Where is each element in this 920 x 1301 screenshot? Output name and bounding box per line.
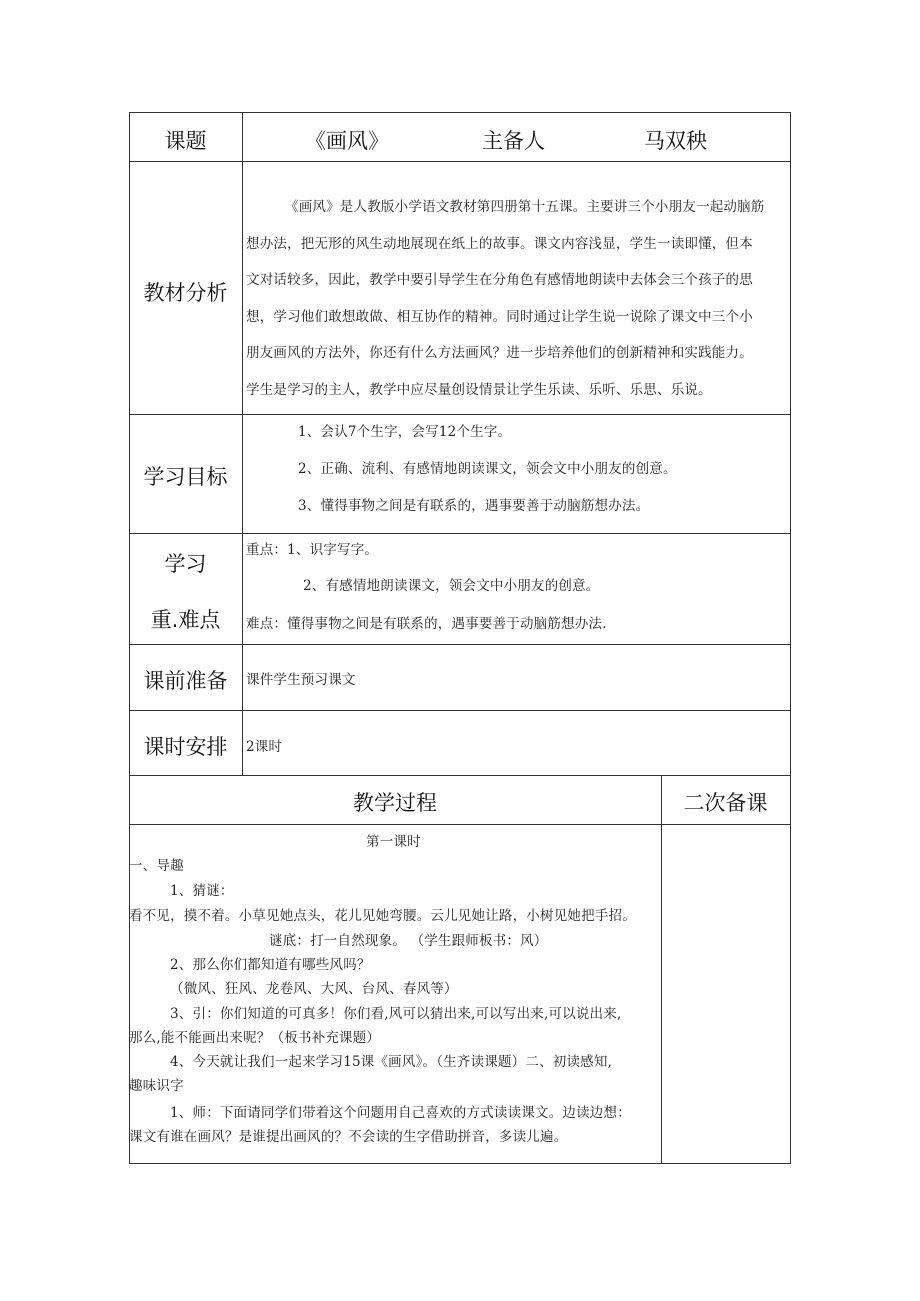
preparation-label: 课前准备 bbox=[143, 669, 228, 693]
goal-item: 2、正确、流利、有感情地朗读课文，领会文中小朋友的创意。 bbox=[298, 461, 677, 477]
goals-label: 学习目标 bbox=[143, 465, 228, 489]
material-analysis-line: 《画风》是人教版小学语文教材第四册第十五课。主要讲三个小朋友一起动脑筋 bbox=[285, 199, 765, 215]
goal-item: 1、会认7个生字，会写12个生字。 bbox=[298, 424, 512, 440]
key-points-label-line2: 重.难点 bbox=[150, 608, 221, 632]
process-line: 4、今天就让我们一起来学习15课《画风》。（生齐读课题）二、初读感知, bbox=[170, 1054, 613, 1070]
process-line: 第一课时 bbox=[366, 834, 421, 850]
secondary-prep-header: 二次备课 bbox=[683, 791, 768, 815]
preparer-label: 主备人 bbox=[482, 129, 545, 153]
process-line: 那么,能不能画出来呢？（板书补充课题） bbox=[129, 1030, 381, 1046]
material-analysis-label: 教材分析 bbox=[143, 281, 228, 305]
process-line: 1、师：下面请同学们带着这个问题用自己喜欢的方式读读课文。边读边想： bbox=[170, 1105, 631, 1121]
topic-label: 课题 bbox=[164, 129, 207, 153]
secondary-prep-column bbox=[662, 825, 790, 1163]
material-analysis-line: 学生是学习的主人，教学中应尽量创设情景让学生乐读、乐听、乐思、乐说。 bbox=[246, 382, 712, 398]
process-line: 课文有谁在画风？是谁提出画风的？不会读的生字借助拼音，多读儿遍。 bbox=[129, 1129, 568, 1145]
preparer-name: 马双秧 bbox=[644, 129, 707, 153]
material-analysis-line: 文对话较多，因此，教学中要引导学生在分角色有感情地朗读中去体会三个孩子的思 bbox=[246, 272, 753, 288]
process-line: （微风、狂风、龙卷风、大风、台风、春风等） bbox=[170, 981, 458, 997]
preparation-value: 课件学生预习课文 bbox=[246, 672, 356, 688]
material-analysis-line: 想办法，把无形的风生动地展现在纸上的故事。课文内容浅显，学生一读即懂，但本 bbox=[246, 236, 753, 252]
process-line: 谜底：打一自然现象。 （学生跟师板书：风） bbox=[269, 933, 548, 949]
schedule-label: 课时安排 bbox=[143, 735, 228, 759]
key-point-line: 重点：1、识字写字。 bbox=[246, 542, 379, 558]
process-header: 教学过程 bbox=[353, 791, 437, 815]
material-analysis-line: 朋友画风的方法外，你还有什么方法画风？进一步培养他们的创新精神和实践能力。 bbox=[246, 345, 753, 361]
process-line: 趣味识字 bbox=[129, 1078, 184, 1094]
process-line: 1、猜谜： bbox=[170, 883, 234, 899]
goal-item: 3、懂得事物之间是有联系的，遇事要善于动脑筋想办法。 bbox=[298, 498, 650, 514]
process-line: 一、导趣 bbox=[129, 858, 184, 874]
process-line: 3、引：你们知道的可真多！你们看,风可以猜出来,可以写出来,可以说出来, bbox=[170, 1006, 622, 1022]
key-point-line: 2、有感情地朗读课文，领会文中小朋友的创意。 bbox=[303, 578, 600, 594]
schedule-value: 2课时 bbox=[246, 739, 283, 755]
lesson-title: 《画风》 bbox=[305, 129, 389, 153]
process-line: 2、那么你们都知道有哪些风吗？ bbox=[170, 957, 371, 973]
key-points-label-line1: 学习 bbox=[164, 552, 207, 576]
difficult-point-line: 难点：懂得事物之间是有联系的，遇事要善于动脑筋想办法. bbox=[246, 616, 607, 632]
material-analysis-line: 想，学习他们敢想敢做、相互协作的精神。同时通过让学生说一说除了课文中三个小 bbox=[246, 309, 753, 325]
process-line: 看不见，摸不着。小草见她点头，花儿见她弯腰。云儿见她让路，小树见她把手招。 bbox=[129, 908, 636, 924]
